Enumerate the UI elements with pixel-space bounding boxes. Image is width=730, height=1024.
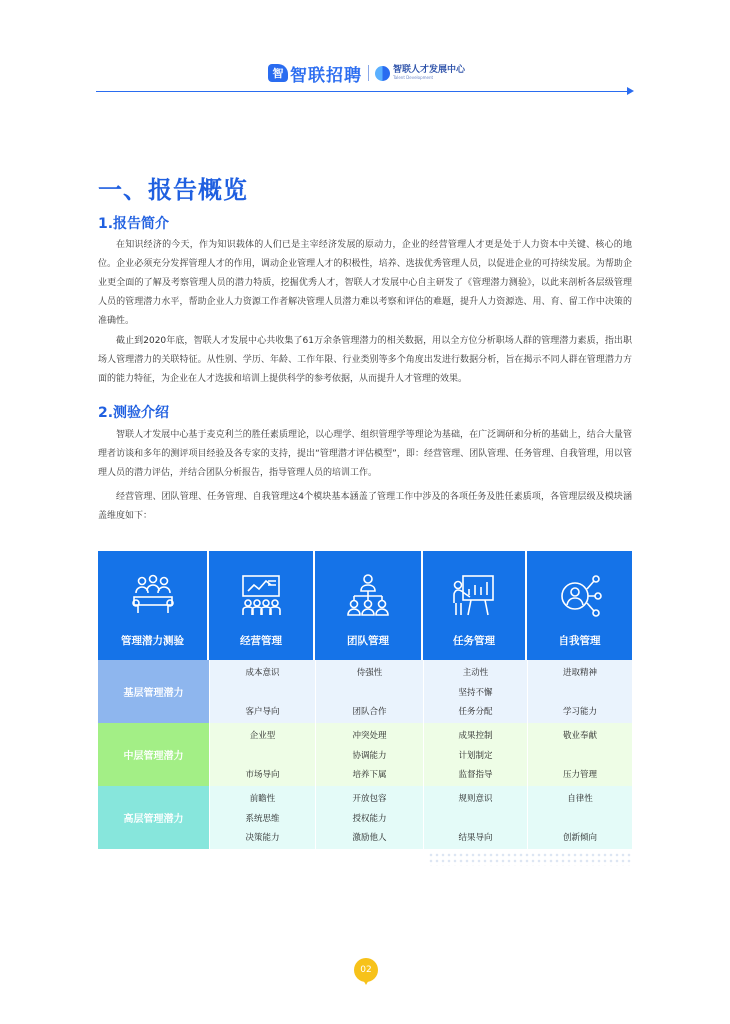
team-hierarchy-icon: [345, 573, 391, 619]
logo-divider: [368, 65, 369, 81]
section-title: 一、报告概览: [98, 176, 248, 204]
sub-logo-en: Talent Development: [393, 75, 434, 80]
zhilian-logo-icon: 智: [268, 64, 288, 82]
cell-item: 授权能力: [352, 813, 387, 824]
table-cell: [423, 723, 527, 786]
table-cell: [423, 660, 527, 723]
cell-item: 开放包容: [352, 794, 387, 804]
cell-item: 计划制定: [458, 750, 493, 761]
header-label: 自我管理: [558, 635, 601, 647]
header-cell-self: [527, 551, 632, 660]
cell-item: 坚持不懈: [458, 687, 493, 698]
table-cell: [315, 660, 423, 723]
cell-item: 市场导向: [245, 770, 280, 780]
talent-center-logo-icon: [375, 66, 390, 81]
level-label: 基层管理潜力: [98, 660, 209, 723]
header-label: 任务管理: [453, 635, 495, 647]
meeting-icon: [130, 573, 176, 619]
cell-item: 协调能力: [352, 750, 387, 761]
presentation-chart-icon: [451, 573, 497, 619]
table-cell: [527, 723, 632, 786]
sub-logo: [393, 66, 465, 80]
subsection-title-test: 2.测验介绍: [98, 405, 170, 421]
cell-item: 决策能力: [245, 833, 280, 843]
cell-item: 成本意识: [245, 668, 280, 678]
table-header-row: [98, 551, 632, 660]
logo-text: 智联招聘: [290, 65, 362, 86]
test-paragraph-2: 经营管理、团队管理、任务管理、自我管理这4个模块基本涵盖了管理工作中涉及的各项任务及胜任素质项，各管理层级及模块涵盖维度如下：: [98, 492, 632, 521]
header-rule: [96, 91, 632, 92]
table-cell: [315, 786, 423, 849]
cell-item: 前瞻性: [249, 794, 276, 804]
self-network-icon: [557, 573, 603, 619]
table-cell: [423, 786, 527, 849]
cell-item: 敬业奉献: [562, 731, 597, 741]
cell-item: 企业型: [249, 731, 276, 741]
test-paragraph-1: 智联人才发展中心基于麦克利兰的胜任素质理论，以心理学、组织管理学等理论为基础，在广泛调研和分析的基础上，结合大量管理者访谈和多年的测评项目经验及各专家的支持，提出“管理潜才评估模型”，即：经营管理、团队管理、任务管理、自我管理，用以管理人员的潜力评估，并结合团队分析报告，指导管理人员的培训工作。: [98, 430, 632, 478]
cell-item: 培养下属: [352, 770, 387, 780]
table-cell: [315, 723, 423, 786]
intro-paragraph-1: 在知识经济的今天，作为知识载体的人们已是主宰经济发展的原动力，企业的经营管理人才更是处于人力资本中关键、核心的地位。企业必须充分发挥管理人才的作用，调动企业管理人才的积极性，培养、选拔优秀管理人员，以促进企业的可持续发展。为帮助企业更全面的了解及考察管理人员的潜力特质，挖掘优秀人才，智联人才发展中心自主研发了《管理潜力测验》，以此来剖析各层级管理人员的管理潜力水平，帮助企业人力资源工作者解决管理人员潜力难以考察和评估的难题，提升人力资源选、用、育、留工作中决策的准确性。: [98, 240, 632, 326]
table-cell: [209, 786, 315, 849]
table-cell: [527, 660, 632, 723]
cell-item: 压力管理: [562, 770, 597, 780]
intro-paragraph-2: 截止到2020年底，智联人才发展中心共收集了61万余条管理潜力的相关数据，用以全方位分析职场人群的管理潜力素质，指出职场人管理潜力的关联特征。从性别、学历、年龄、工作年限、行业类别等多个角度出发进行数据分析，旨在揭示不同人群在管理潜力方面的能力特征，为企业在人才选拔和培训上提供科学的参考依据，从而提升人才管理的效果。: [98, 336, 632, 384]
header-label: 经营管理: [240, 635, 282, 647]
level-label: 中层管理潜力: [98, 723, 209, 786]
header-label: 团队管理: [347, 635, 389, 647]
table-row-middle: [98, 723, 632, 786]
arrow-right-icon: [627, 87, 634, 95]
subsection-title-intro: 1.报告简介: [98, 216, 170, 232]
header-cell-test: [98, 551, 209, 660]
cell-item: 结果导向: [458, 833, 493, 843]
cell-item: 激励他人: [352, 833, 387, 843]
table-cell: [527, 786, 632, 849]
header-cell-business: [209, 551, 315, 660]
cell-item: 团队合作: [352, 707, 387, 717]
cell-item: 创新倾向: [562, 833, 597, 843]
cell-item: 监督指导: [458, 770, 493, 780]
cell-item: 规则意识: [458, 794, 493, 804]
cell-item: 客户导向: [245, 707, 280, 717]
cell-item: 进取精神: [562, 668, 597, 678]
table-row-basic: [98, 660, 632, 723]
page-badge-pointer: [362, 978, 370, 985]
cell-item: 侍强性: [356, 668, 383, 678]
cell-item: 学习能力: [562, 707, 597, 717]
header-cell-team: [315, 551, 423, 660]
cell-item: 系统思维: [245, 813, 280, 824]
dimension-table: [98, 551, 632, 849]
cell-item: 主动性: [462, 668, 489, 678]
header-label: 管理潜力测验: [121, 635, 184, 647]
cell-item: 自律性: [567, 794, 593, 804]
cell-item: 成果控制: [458, 731, 493, 741]
table-cell: [209, 660, 315, 723]
business-board-icon: [238, 573, 284, 619]
sub-logo-text: 智联人才发展中心: [393, 65, 466, 75]
header-cell-task: [423, 551, 527, 660]
brand-logo: [268, 62, 465, 84]
level-label: 高层管理潜力: [98, 786, 209, 849]
page-header: [0, 0, 730, 100]
cell-item: 任务分配: [458, 707, 493, 717]
table-row-senior: [98, 786, 632, 849]
page-number-badge: 02: [354, 958, 378, 982]
cell-item: 冲突处理: [352, 731, 387, 741]
table-cell: [209, 723, 315, 786]
decorative-dots: [428, 852, 632, 866]
